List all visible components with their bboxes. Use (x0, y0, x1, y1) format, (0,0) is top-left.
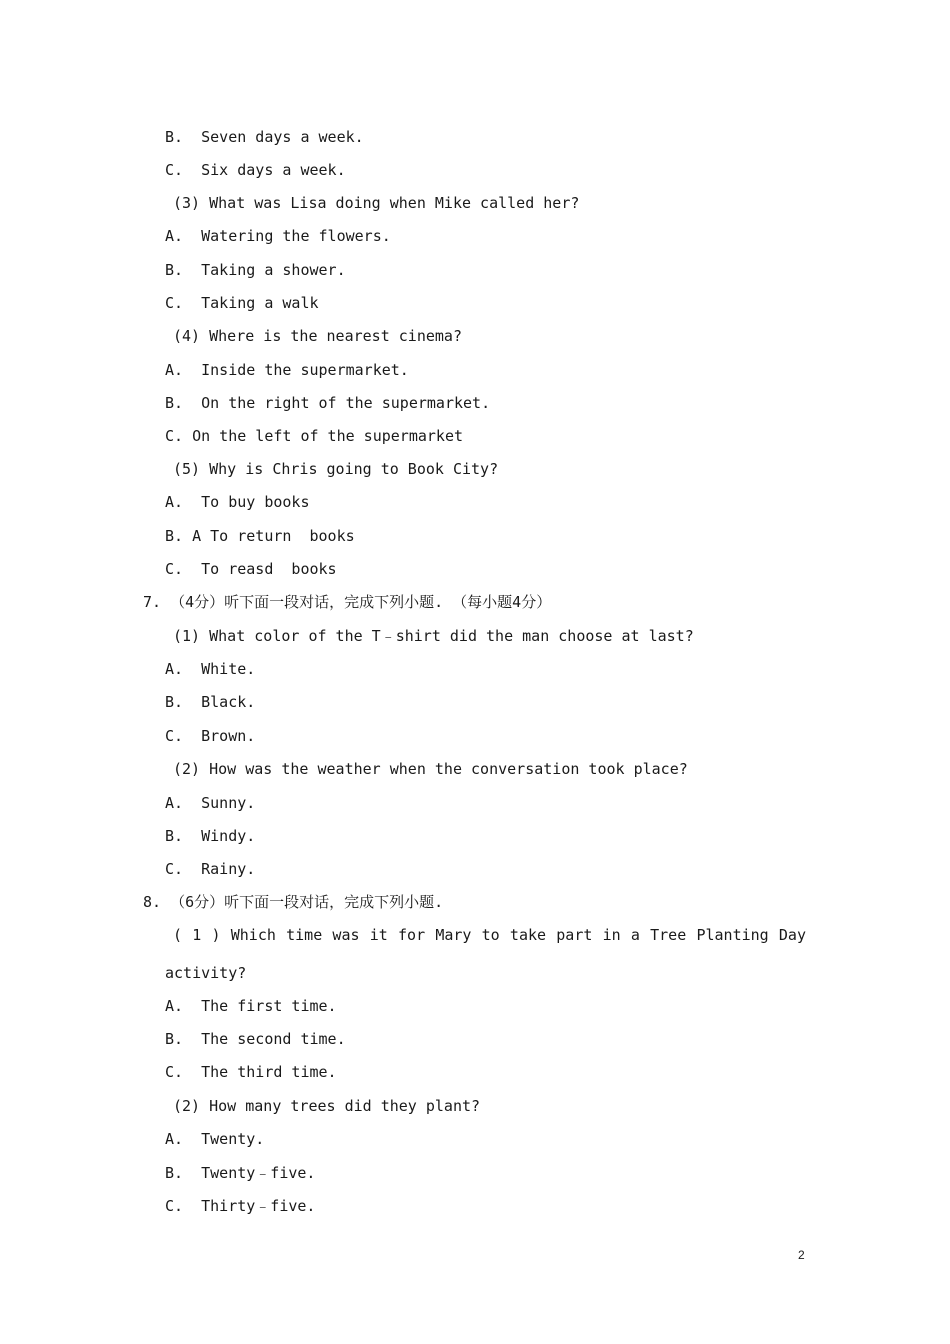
option-text: B. Twenty﹣five. (165, 1164, 316, 1182)
option-text: C. Thirty﹣five. (165, 1197, 316, 1215)
option-text: C. To reasd books (165, 560, 337, 578)
option-text: A. Twenty. (165, 1130, 265, 1148)
question-text: (3) What was Lisa doing when Mike called her? (173, 194, 580, 212)
option-text: C. On the left of the supermarket (165, 427, 464, 445)
question-text-continued: activity? (165, 964, 247, 982)
option-text: A. Inside the supermarket. (165, 361, 409, 379)
option-text: A. To buy books (165, 493, 310, 511)
option-text: B. Windy. (165, 827, 256, 845)
option-text: C. Brown. (165, 727, 256, 745)
option-text: B. A To return books (165, 527, 355, 545)
option-text: C. Six days a week. (165, 161, 346, 179)
question-text: ( 1 ) Which time was it for Mary to take part in a Tree Planting Day (173, 926, 806, 944)
question-text: (2) How was the weather when the conversation took place? (173, 760, 688, 778)
option-text: A. Watering the flowers. (165, 227, 391, 245)
option-text: C. Taking a walk (165, 294, 319, 312)
option-text: B. Black. (165, 693, 256, 711)
section-heading: 7. （4分）听下面一段对话，完成下列小题. （每小题4分） (143, 593, 552, 611)
question-text: (4) Where is the nearest cinema? (173, 327, 462, 345)
option-text: B. The second time. (165, 1030, 346, 1048)
option-text: A. Sunny. (165, 794, 256, 812)
question-text: (5) Why is Chris going to Book City? (173, 460, 499, 478)
question-text: (1) What color of the T﹣shirt did the man choose at last? (173, 627, 694, 645)
option-text: A. The first time. (165, 997, 337, 1015)
page-number: 2 (798, 1248, 805, 1262)
section-heading: 8. （6分）听下面一段对话，完成下列小题. (143, 893, 444, 911)
question-text: (2) How many trees did they plant? (173, 1097, 481, 1115)
option-text: A. White. (165, 660, 256, 678)
option-text: B. Seven days a week. (165, 128, 364, 146)
option-text: B. On the right of the supermarket. (165, 394, 491, 412)
option-text: C. The third time. (165, 1063, 337, 1081)
option-text: C. Rainy. (165, 860, 256, 878)
option-text: B. Taking a shower. (165, 261, 346, 279)
